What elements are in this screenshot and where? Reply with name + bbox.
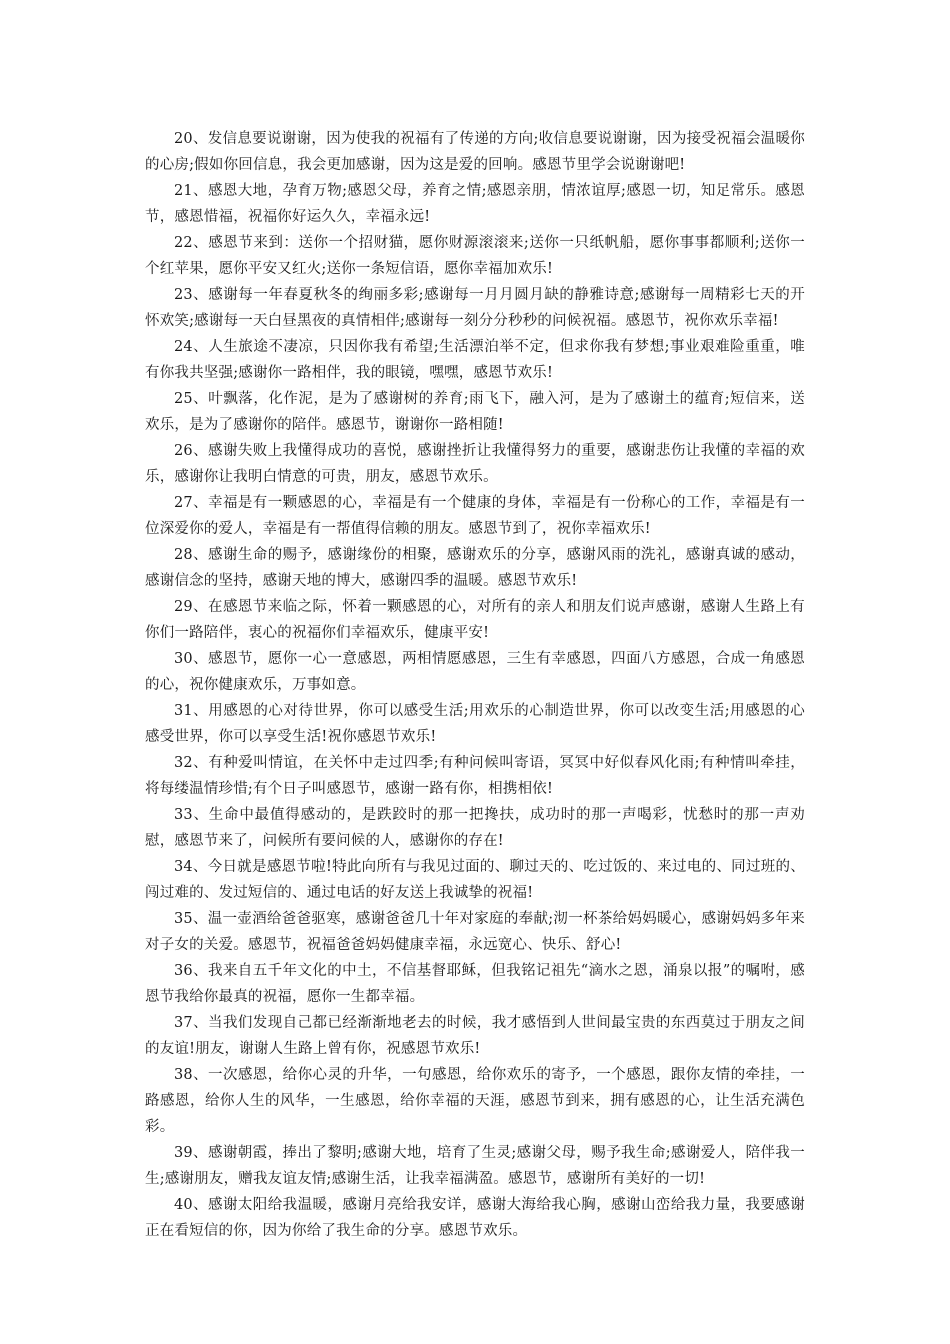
paragraph-25: 25、叶飘落，化作泥，是为了感谢树的养育;雨飞下，融入河，是为了感谢土的蕴育;短信来，送欢乐，是为了感谢你的陪伴。感恩节，谢谢你一路相随!: [145, 391, 805, 433]
paragraph-35: 35、温一壶酒给爸爸驱寒，感谢爸爸几十年对家庭的奉献;沏一杯茶给妈妈暖心，感谢妈妈多年来对子女的关爱。感恩节，祝福爸爸妈妈健康幸福，永远宽心、快乐、舒心!: [145, 911, 805, 953]
paragraph-23: 23、感谢每一年春夏秋冬的绚丽多彩;感谢每一月月圆月缺的静雅诗意;感谢每一周精彩七天的开怀欢笑;感谢每一天白昼黑夜的真情相伴;感谢每一刻分分秒秒的问候祝福。感恩节，祝你欢乐幸福!: [145, 287, 805, 329]
paragraph-34: 34、今日就是感恩节啦!特此向所有与我见过面的、聊过天的、吃过饭的、来过电的、同过班的、闯过难的、发过短信的、通过电话的好友送上我诚挚的祝福!: [145, 859, 805, 901]
paragraph-38: 38、一次感恩，给你心灵的升华，一句感恩，给你欢乐的寄予，一个感恩，跟你友情的牵挂，一路感恩，给你人生的风华，一生感恩，给你幸福的天涯，感恩节到来，拥有感恩的心，让生活充满色彩。: [145, 1067, 805, 1135]
paragraph-27: 27、幸福是有一颗感恩的心，幸福是有一个健康的身体，幸福是有一份称心的工作，幸福是有一位深爱你的爱人，幸福是有一帮值得信赖的朋友。感恩节到了，祝你幸福欢乐!: [145, 495, 805, 537]
paragraph-24: 24、人生旅途不凄凉，只因你我有希望;生活漂泊举不定，但求你我有梦想;事业艰难险重重，唯有你我共坚强;感谢你一路相伴，我的眼镜，嘿嘿，感恩节欢乐!: [145, 339, 805, 381]
paragraph-31: 31、用感恩的心对待世界，你可以感受生活;用欢乐的心制造世界，你可以改变生活;用感恩的心感受世界，你可以享受生活!祝你感恩节欢乐!: [145, 703, 805, 745]
paragraph-29: 29、在感恩节来临之际，怀着一颗感恩的心，对所有的亲人和朋友们说声感谢，感谢人生路上有你们一路陪伴，衷心的祝福你们幸福欢乐，健康平安!: [145, 599, 805, 641]
paragraph-39: 39、感谢朝霞，捧出了黎明;感谢大地，培育了生灵;感谢父母，赐予我生命;感谢爱人，陪伴我一生;感谢朋友，赠我友谊友情;感谢生活，让我幸福满盈。感恩节，感谢所有美好的一切!: [145, 1145, 805, 1187]
paragraph-28: 28、感谢生命的赐予，感谢缘份的相聚，感谢欢乐的分享，感谢风雨的洗礼，感谢真诚的感动，感谢信念的坚持，感谢天地的博大，感谢四季的温暖。感恩节欢乐!: [145, 547, 805, 589]
paragraph-37: 37、当我们发现自己都已经渐渐地老去的时候，我才感悟到人世间最宝贵的东西莫过于朋友之间的友谊!朋友，谢谢人生路上曾有你，祝感恩节欢乐!: [145, 1015, 805, 1057]
paragraph-30: 30、感恩节，愿你一心一意感恩，两相情愿感恩，三生有幸感恩，四面八方感恩，合成一角感恩的心，祝你健康欢乐，万事如意。: [145, 651, 805, 693]
paragraph-36: 36、我来自五千年文化的中土，不信基督耶稣，但我铭记祖先“滴水之恩，涌泉以报”的嘱咐，感恩节我给你最真的祝福，愿你一生都幸福。: [145, 963, 805, 1005]
paragraph-26: 26、感谢失败上我懂得成功的喜悦，感谢挫折让我懂得努力的重要，感谢悲伤让我懂的幸福的欢乐，感谢你让我明白情意的可贵，朋友，感恩节欢乐。: [145, 443, 805, 485]
document-body: [145, 126, 805, 1244]
paragraph-33: 33、生命中最值得感动的，是跌跤时的那一把搀扶，成功时的那一声喝彩，忧愁时的那一声劝慰，感恩节来了，问候所有要问候的人，感谢你的存在!: [145, 807, 805, 849]
paragraph-21: 21、感恩大地，孕育万物;感恩父母，养育之情;感恩亲朋，情浓谊厚;感恩一切，知足常乐。感恩节，感恩惜福，祝福你好运久久，幸福永远!: [145, 183, 805, 225]
paragraph-20: 20、发信息要说谢谢，因为使我的祝福有了传递的方向;收信息要说谢谢，因为接受祝福会温暖你的心房;假如你回信息，我会更加感谢，因为这是爱的回响。感恩节里学会说谢谢吧!: [145, 131, 805, 173]
paragraph-32: 32、有种爱叫情谊，在关怀中走过四季;有种问候叫寄语，冥冥中好似春风化雨;有种情叫牵挂，将每缕温情珍惜;有个日子叫感恩节，感谢一路有你，相携相依!: [145, 755, 805, 797]
paragraph-22: 22、感恩节来到：送你一个招财猫，愿你财源滚滚来;送你一只纸帆船，愿你事事都顺利;送你一个红苹果，愿你平安又红火;送你一条短信语，愿你幸福加欢乐!: [145, 235, 805, 277]
paragraph-40: 40、感谢太阳给我温暖，感谢月亮给我安详，感谢大海给我心胸，感谢山峦给我力量，我要感谢正在看短信的你，因为你给了我生命的分享。感恩节欢乐。: [145, 1197, 805, 1239]
